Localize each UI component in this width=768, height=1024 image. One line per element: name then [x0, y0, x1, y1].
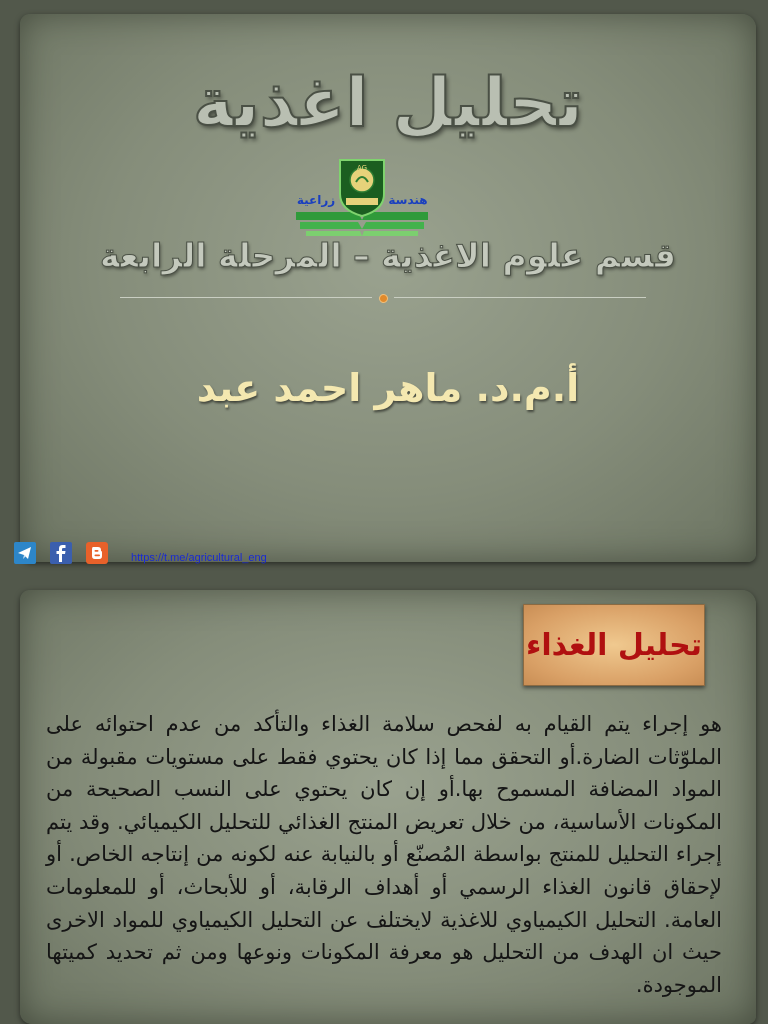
- content-slide: [20, 590, 756, 1024]
- slide-title: تحليل اغذية: [192, 64, 584, 143]
- telegram-icon[interactable]: [14, 542, 36, 564]
- divider-dot: [379, 294, 388, 303]
- telegram-channel-link[interactable]: https://t.me/agricultural_eng: [131, 552, 267, 564]
- body-paragraph: هو إجراء يتم القيام به لفحص سلامة الغذاء والتأكد من عدم احتوائه على الملوّثات الضارة.أو التحقق مما إذا كان يحتوي فقط على مستويات مقبولة من المواد المضافة المسموح بها.أو إن كان يحتوي على النسب الصحيحة من المكونات الأساسية، من خلال تعريض المنتج الغذائي للتحليل الكيميائي. وقد يتم إجراء التحليل للمنتج بواسطة المُصنّع أو بالنيابة عنه لكونه من إنتاجه الخاص. أو لإحقاق قانون الغذاء الرسمي أو أهداف الرقابة، أو للأبحاث، أو للمعلومات العامة. التحليل الكيمياوي للاغذية لايختلف عن التحليل الكيمياوي للمواد الاخرى حيث ان الهدف من التحليل هو معرفة المكونات ونوعها ومن ثم تحديد كميتها الموجودة.: [46, 712, 722, 997]
- section-title-box: [523, 604, 705, 686]
- blogger-icon[interactable]: [86, 542, 108, 564]
- author-name: أ.م.د. ماهر احمد عبد: [196, 366, 580, 410]
- title-slide: [20, 14, 756, 562]
- social-links-bar: [14, 541, 108, 565]
- agricultural-engineering-logo: [292, 154, 432, 244]
- section-title: تحليل الغذاء: [525, 627, 703, 663]
- logo-text-right: هندسة: [388, 193, 428, 207]
- divider-line-right: [394, 297, 646, 298]
- facebook-icon[interactable]: [50, 542, 72, 564]
- department-subtitle: قسم علوم الاغذية – المرحلة الرابعة: [100, 236, 676, 275]
- title-divider: [120, 296, 646, 300]
- logo-text-left: زراعية: [296, 193, 336, 207]
- divider-line-left: [120, 297, 372, 298]
- logo-badge: AG: [356, 164, 368, 172]
